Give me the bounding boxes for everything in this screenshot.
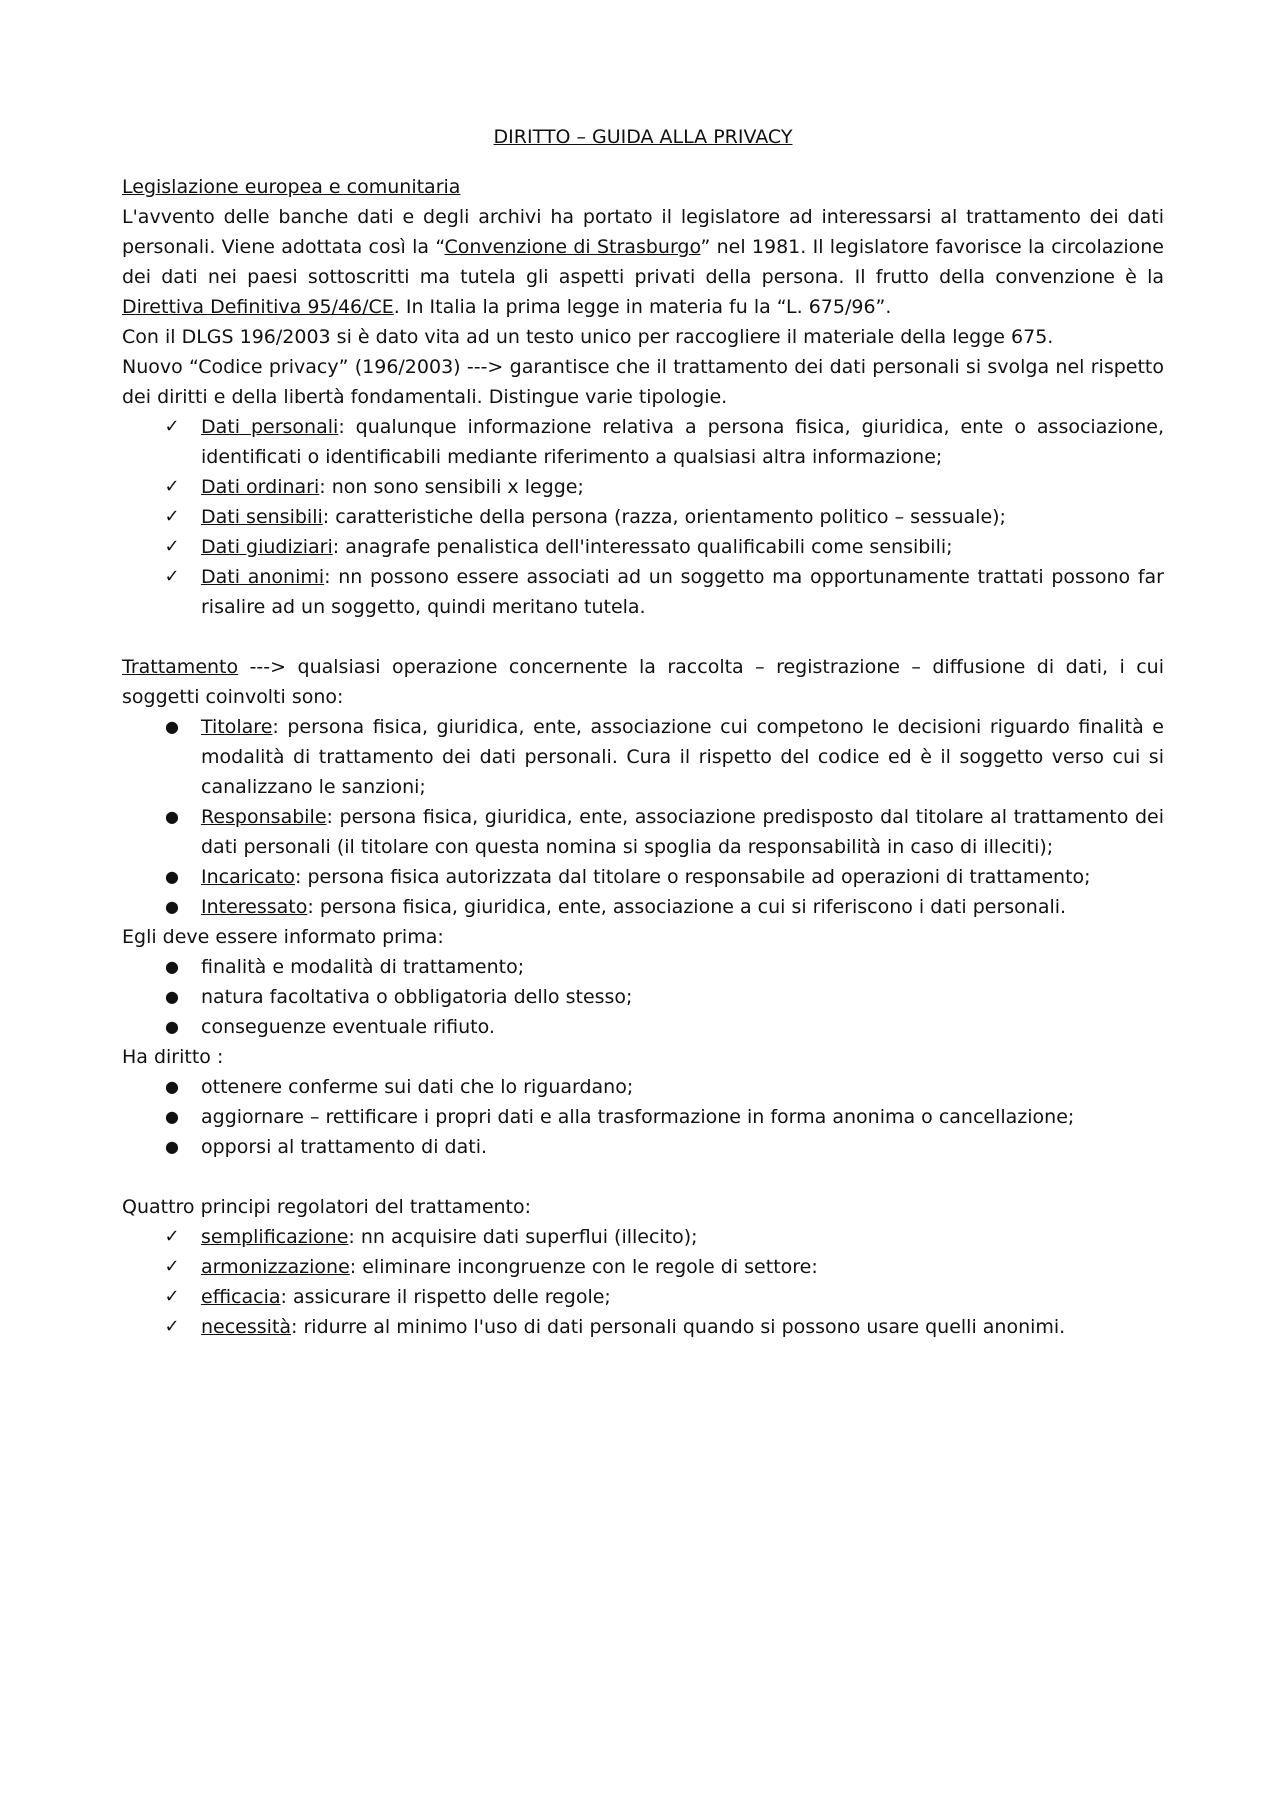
check-icon: ✓ [164, 1286, 180, 1307]
paragraph-intro [122, 202, 1164, 322]
term: semplificazione [201, 1226, 349, 1248]
term: Responsabile [201, 806, 327, 828]
paragraph-informed-label: Egli deve essere informato prima: [122, 926, 444, 948]
list-item [122, 802, 1164, 862]
list-item [122, 1012, 1164, 1042]
list-rights [122, 1072, 1164, 1162]
list-item [122, 1282, 1164, 1312]
list-item [122, 562, 1164, 622]
term: necessità [201, 1316, 292, 1338]
item-text: finalità e modalità di trattamento; [201, 956, 525, 978]
document-title: DIRITTO – GUIDA ALLA PRIVACY [493, 126, 793, 148]
item-text: aggiornare – rettificare i propri dati e alla trasformazione in forma anonima o cancellazione; [201, 1106, 1075, 1128]
list-item [122, 1072, 1164, 1102]
item-text: ottenere conferme sui dati che lo riguardano; [201, 1076, 634, 1098]
term: armonizzazione [201, 1256, 350, 1278]
check-icon: ✓ [164, 1256, 180, 1277]
bullet-icon: ● [165, 1017, 179, 1036]
intro-link-convenzione: Convenzione di Strasburgo [444, 236, 701, 258]
term: Dati giudiziari [201, 536, 333, 558]
list-item [122, 1312, 1164, 1342]
item-text: natura facoltativa o obbligatoria dello stesso; [201, 986, 633, 1008]
list-item [122, 502, 1164, 532]
list-item [122, 1222, 1164, 1252]
list-item [122, 1102, 1164, 1132]
bullet-icon: ● [165, 807, 179, 826]
term-trattamento: Trattamento [122, 656, 239, 678]
paragraph-codice: Nuovo “Codice privacy” (196/2003) ---> garantisce che il trattamento dei dati personali si svolga nel rispetto dei diritti e della libertà fondamentali. Distingue varie tipologie. [122, 356, 1164, 408]
description: : non sono sensibili x legge; [319, 476, 584, 498]
paragraph-principles-label: Quattro principi regolatori del trattamento: [122, 1196, 532, 1218]
list-item [122, 1132, 1164, 1162]
intro-text-1: L'avvento delle banche dati e degli archivi ha portato il legislatore ad interessarsi al trattamento dei dati personali. Viene adottata così la “ [122, 206, 1164, 258]
description: : persona fisica, giuridica, ente, associazione a cui si riferiscono i dati personali. [307, 896, 1067, 918]
check-icon: ✓ [164, 476, 180, 497]
description: : caratteristiche della persona (razza, orientamento politico – sessuale); [322, 506, 1006, 528]
intro-text-3: . In Italia la prima legge in materia fu la “L. 675/96”. [393, 296, 892, 318]
list-item [122, 862, 1164, 892]
spacer [122, 1162, 1164, 1192]
term: Titolare [201, 716, 273, 738]
description: : anagrafe penalistica dell'interessato qualificabili come sensibili; [332, 536, 953, 558]
intro-text-2: ” nel 1981. Il legislatore favorisce la circolazione dei dati nei paesi sottoscritti ma tutela gli aspetti privati della persona. Il frutto della convenzione è la [122, 236, 1164, 288]
bullet-icon: ● [165, 897, 179, 916]
item-text: conseguenze eventuale rifiuto. [201, 1016, 495, 1038]
check-icon: ✓ [164, 536, 180, 557]
list-item [122, 982, 1164, 1012]
term: efficacia [201, 1286, 281, 1308]
item-text: opporsi al trattamento di dati. [201, 1136, 488, 1158]
paragraph-trattamento [122, 652, 1164, 712]
term: Dati anonimi [201, 566, 325, 588]
list-subjects [122, 712, 1164, 922]
intro-link-direttiva: Direttiva Definitiva 95/46/CE [122, 296, 394, 318]
list-item [122, 952, 1164, 982]
bullet-icon: ● [165, 1077, 179, 1096]
list-item [122, 472, 1164, 502]
list-item [122, 712, 1164, 802]
spacer [122, 622, 1164, 652]
term: Dati ordinari [201, 476, 320, 498]
description: : nn possono essere associati ad un soggetto ma opportunamente trattati possono far risalire ad un soggetto, quindi meritano tutela. [201, 566, 1164, 618]
list-item [122, 412, 1164, 472]
list-principles [122, 1222, 1164, 1342]
list-item [122, 532, 1164, 562]
check-icon: ✓ [164, 1226, 180, 1247]
description: : qualunque informazione relativa a persona fisica, giuridica, ente o associazione, identificati o identificabili mediante riferimento a qualsiasi altra informazione; [201, 416, 1164, 468]
bullet-icon: ● [165, 1107, 179, 1126]
bullet-icon: ● [165, 987, 179, 1006]
description: : nn acquisire dati superflui (illecito); [348, 1226, 698, 1248]
document-page [122, 122, 1164, 1342]
description: : eliminare incongruenze con le regole di settore: [349, 1256, 818, 1278]
check-icon: ✓ [164, 416, 180, 437]
term: Incaricato [201, 866, 295, 888]
list-data-types [122, 412, 1164, 622]
list-item [122, 1252, 1164, 1282]
bullet-icon: ● [165, 1137, 179, 1156]
check-icon: ✓ [164, 506, 180, 527]
trattamento-text: ---> qualsiasi operazione concernente la raccolta – registrazione – diffusione di dati, i cui soggetti coinvolti sono: [122, 656, 1164, 708]
term: Dati sensibili [201, 506, 323, 528]
bullet-icon: ● [165, 717, 179, 736]
description: : assicurare il rispetto delle regole; [280, 1286, 611, 1308]
paragraph-dlgs: Con il DLGS 196/2003 si è dato vita ad un testo unico per raccogliere il materiale della legge 675. [122, 326, 1054, 348]
check-icon: ✓ [164, 1316, 180, 1337]
term: Interessato [201, 896, 308, 918]
bullet-icon: ● [165, 867, 179, 886]
bullet-icon: ● [165, 957, 179, 976]
section-heading-legislazione: Legislazione europea e comunitaria [122, 176, 461, 198]
description: : persona fisica, giuridica, ente, associazione cui competono le decisioni riguardo finalità e modalità di trattamento dei dati personali. Cura il rispetto del codice ed è il soggetto verso cui si canalizzano le sanzioni; [201, 716, 1164, 798]
term: Dati personali [201, 416, 339, 438]
description: : persona fisica autorizzata dal titolare o responsabile ad operazioni di trattamento; [295, 866, 1091, 888]
check-icon: ✓ [164, 566, 180, 587]
list-informed [122, 952, 1164, 1042]
description: : persona fisica, giuridica, ente, associazione predisposto dal titolare al trattamento dei dati personali (il titolare con questa nomina si spoglia da responsabilità in caso di illeciti); [201, 806, 1164, 858]
list-item [122, 892, 1164, 922]
paragraph-rights-label: Ha diritto : [122, 1046, 224, 1068]
description: : ridurre al minimo l'uso di dati personali quando si possono usare quelli anonimi. [291, 1316, 1066, 1338]
